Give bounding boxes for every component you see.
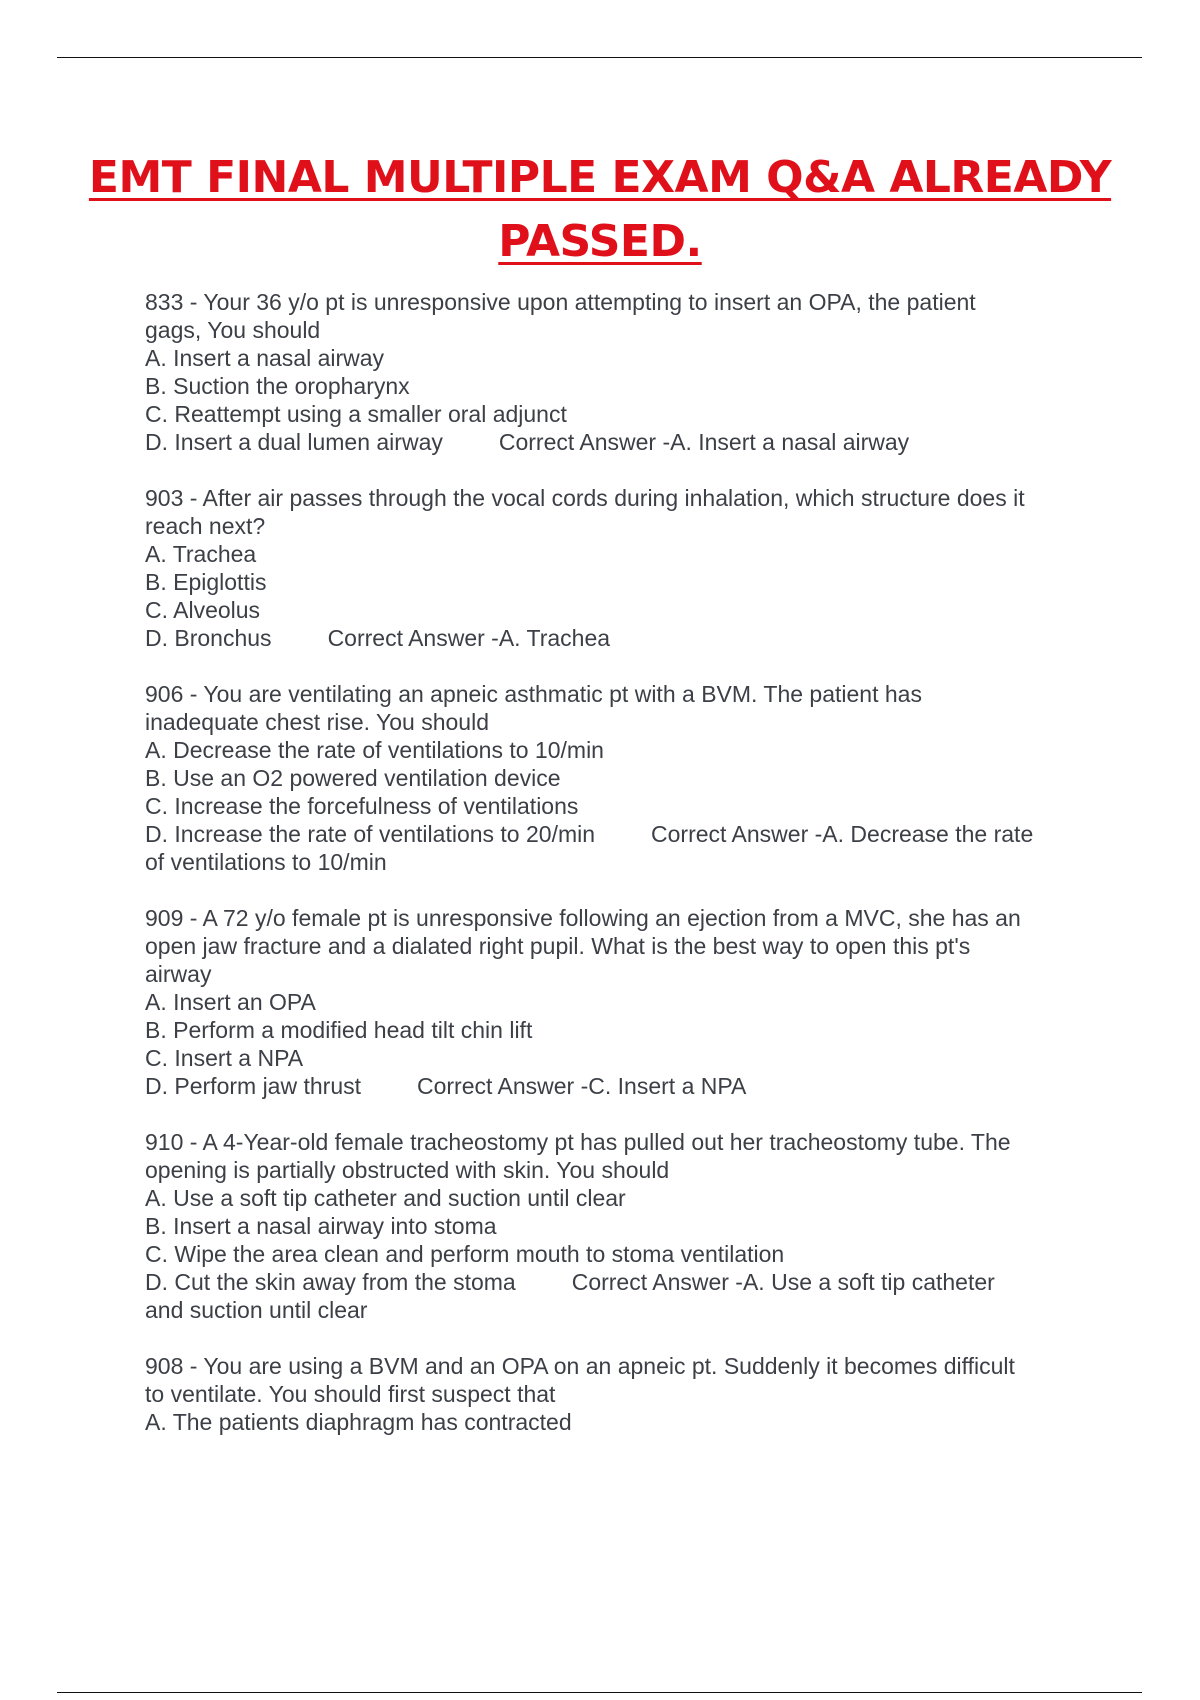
question-stem-line: 906 - You are ventilating an apneic asthmatic pt with a BVM. The patient has <box>145 681 922 707</box>
answer-option <box>145 792 1090 820</box>
answer-option <box>145 1240 1090 1268</box>
question-stem-line: 908 - You are using a BVM and an OPA on an apneic pt. Suddenly it becomes difficult <box>145 1353 1015 1379</box>
answer-option <box>145 372 1090 400</box>
answer-option <box>145 428 1090 456</box>
answer-option <box>145 1268 1090 1296</box>
question-stem-line: 909 - A 72 y/o female pt is unresponsive following an ejection from a MVC, she has an <box>145 905 1021 931</box>
answer-option <box>145 568 1090 596</box>
answer-option-text: D. Bronchus <box>145 625 272 651</box>
answer-option <box>145 736 1090 764</box>
answer-option-text: D. Cut the skin away from the stoma <box>145 1269 516 1295</box>
correct-answer: Correct Answer -C. Insert a NPA <box>417 1073 747 1099</box>
question-stem-line: open jaw fracture and a dialated right pupil. What is the best way to open this pt's <box>145 933 971 959</box>
question-stem-line: 910 - A 4-Year-old female tracheostomy pt has pulled out her tracheostomy tube. The <box>145 1129 1011 1155</box>
question-block <box>145 484 1090 652</box>
answer-option-text: B. Use an O2 powered ventilation device <box>145 765 561 791</box>
question-stem-line: gags, You should <box>145 317 321 343</box>
question-stem-line: inadequate chest rise. You should <box>145 709 489 735</box>
correct-answer-continued: of ventilations to 10/min <box>145 849 387 875</box>
answer-option-text: A. Use a soft tip catheter and suction until clear <box>145 1185 626 1211</box>
bottom-rule <box>57 1692 1142 1693</box>
answer-option <box>145 1072 1090 1100</box>
answer-option <box>145 820 1090 848</box>
answer-option-text: A. The patients diaphragm has contracted <box>145 1409 572 1435</box>
answer-option <box>145 1044 1090 1072</box>
question-block <box>145 1352 1090 1436</box>
answer-option-text: B. Epiglottis <box>145 569 267 595</box>
answer-option <box>145 1408 1090 1436</box>
question-list <box>145 288 1090 1464</box>
answer-option-text: B. Suction the oropharynx <box>145 373 410 399</box>
answer-option-text: C. Reattempt using a smaller oral adjunct <box>145 401 567 427</box>
answer-option <box>145 540 1090 568</box>
answer-option <box>145 1212 1090 1240</box>
answer-option-text: B. Perform a modified head tilt chin lift <box>145 1017 533 1043</box>
answer-option-text: D. Increase the rate of ventilations to 20/min <box>145 821 596 847</box>
answer-option <box>145 344 1090 372</box>
answer-option-text: A. Trachea <box>145 541 257 567</box>
page-title <box>0 146 1200 274</box>
question-stem-line: opening is partially obstructed with skin. You should <box>145 1157 670 1183</box>
answer-option <box>145 400 1090 428</box>
answer-option <box>145 1184 1090 1212</box>
question-block <box>145 680 1090 876</box>
title-line-1: EMT FINAL MULTIPLE EXAM Q&A ALREADY <box>88 152 1112 203</box>
correct-answer: Correct Answer -A. Decrease the rate <box>651 821 1034 847</box>
answer-option <box>145 624 1090 652</box>
question-block <box>145 288 1090 456</box>
correct-answer: Correct Answer -A. Insert a nasal airway <box>498 429 910 455</box>
answer-option-text: D. Insert a dual lumen airway <box>145 429 443 455</box>
question-stem-line: reach next? <box>145 513 266 539</box>
answer-option-text: C. Wipe the area clean and perform mouth to stoma ventilation <box>145 1241 785 1267</box>
question-block <box>145 1128 1090 1324</box>
correct-answer: Correct Answer -A. Trachea <box>327 625 611 651</box>
answer-option-text: A. Insert a nasal airway <box>145 345 385 371</box>
answer-option-text: A. Decrease the rate of ventilations to 10/min <box>145 737 604 763</box>
answer-option-text: B. Insert a nasal airway into stoma <box>145 1213 497 1239</box>
answer-option-text: C. Alveolus <box>145 597 261 623</box>
correct-answer-continued: and suction until clear <box>145 1297 368 1323</box>
title-line-2: PASSED. <box>498 216 702 267</box>
question-stem-line: 833 - Your 36 y/o pt is unresponsive upon attempting to insert an OPA, the patient <box>145 289 976 315</box>
answer-option <box>145 1016 1090 1044</box>
answer-option <box>145 596 1090 624</box>
answer-option <box>145 988 1090 1016</box>
answer-option-text: A. Insert an OPA <box>145 989 316 1015</box>
top-rule <box>57 57 1142 58</box>
answer-option-text: C. Increase the forcefulness of ventilations <box>145 793 579 819</box>
correct-answer: Correct Answer -A. Use a soft tip catheter <box>571 1269 995 1295</box>
question-stem-line: 903 - After air passes through the vocal cords during inhalation, which structure does it <box>145 485 1025 511</box>
question-block <box>145 904 1090 1100</box>
answer-option <box>145 764 1090 792</box>
question-stem-line: airway <box>145 961 212 987</box>
answer-option-text: D. Perform jaw thrust <box>145 1073 361 1099</box>
question-stem-line: to ventilate. You should first suspect that <box>145 1381 556 1407</box>
answer-option-text: C. Insert a NPA <box>145 1045 304 1071</box>
